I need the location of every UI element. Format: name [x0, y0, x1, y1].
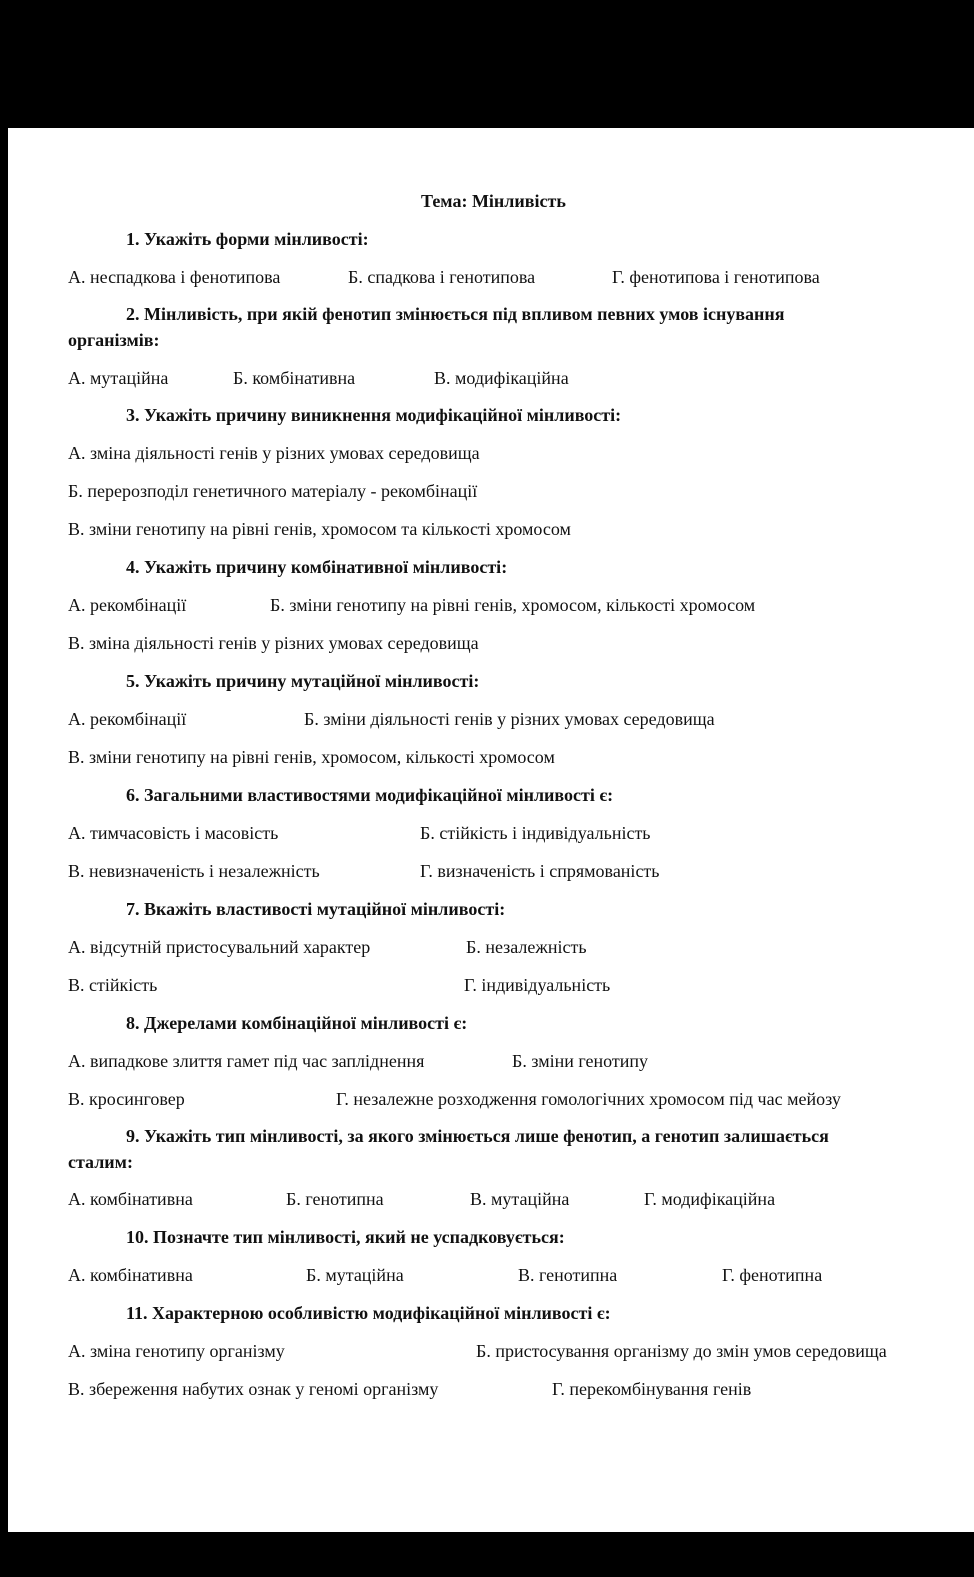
q8-option-a: А. випадкове злиття гамет під час запліднення [68, 1051, 425, 1071]
q8-option-v: В. кросинговер [68, 1089, 185, 1109]
q4-option-a: А. рекомбінації [68, 595, 187, 615]
q11-option-v: В. збереження набутих ознак у геномі організму [68, 1379, 439, 1399]
q1-option-a: А. неспадкова і фенотипова [68, 267, 281, 287]
q10-option-v: В. генотипна [518, 1265, 618, 1285]
question-9-cont: сталим: [68, 1152, 133, 1172]
q7-option-g: Г. індивідуальність [464, 975, 611, 995]
q5-option-b: Б. зміни діяльності генів у різних умовах середовища [304, 709, 715, 729]
q8-option-g: Г. незалежне розходження гомологічних хромосом під час мейозу [336, 1089, 841, 1109]
q2-option-b: Б. комбінативна [233, 368, 356, 388]
q6-option-b: Б. стійкість і індивідуальність [420, 823, 651, 843]
q5-option-a: А. рекомбінації [68, 709, 187, 729]
q9-option-g: Г. модифікаційна [644, 1189, 776, 1209]
q6-option-v: В. невизначеність і незалежність [68, 861, 320, 881]
q4-option-b: Б. зміни генотипу на рівні генів, хромосом, кількості хромосом [270, 595, 756, 615]
q11-option-g: Г. перекомбінування генів [552, 1379, 752, 1399]
question-1: 1. Укажіть форми мінливості: [126, 229, 369, 249]
q3-option-b: Б. перерозподіл генетичного матеріалу - рекомбінації [68, 481, 478, 501]
page-title: Тема: Мінливість [421, 191, 566, 211]
q8-option-b: Б. зміни генотипу [512, 1051, 649, 1071]
question-4: 4. Укажіть причину комбінативної мінливості: [126, 557, 508, 577]
question-6: 6. Загальними властивостями модифікаційної мінливості є: [126, 785, 614, 805]
question-10: 10. Позначте тип мінливості, який не успадковується: [126, 1227, 565, 1247]
document-page [8, 128, 974, 1532]
q9-option-v: В. мутаційна [470, 1189, 570, 1209]
q3-option-a: А. зміна діяльності генів у різних умовах середовища [68, 443, 480, 463]
q10-option-a: А. комбінативна [68, 1265, 193, 1285]
q1-option-b: Б. спадкова і генотипова [348, 267, 536, 287]
question-5: 5. Укажіть причину мутаційної мінливості: [126, 671, 480, 691]
q7-option-a: А. відсутній пристосувальний характер [68, 937, 371, 957]
question-8: 8. Джерелами комбінаційної мінливості є: [126, 1013, 468, 1033]
question-7: 7. Вкажіть властивості мутаційної мінливості: [126, 899, 506, 919]
q1-option-g: Г. фенотипова і генотипова [612, 267, 820, 287]
q10-option-g: Г. фенотипна [722, 1265, 823, 1285]
question-11: 11. Характерною особливістю модифікаційної мінливості є: [126, 1303, 611, 1323]
question-2: 2. Мінливість, при якій фенотип змінюється під впливом певних умов існування [126, 304, 785, 324]
q2-option-v: В. модифікаційна [434, 368, 569, 388]
q10-option-b: Б. мутаційна [306, 1265, 404, 1285]
q11-option-a: А. зміна генотипу організму [68, 1341, 285, 1361]
q6-option-a: А. тимчасовість і масовість [68, 823, 279, 843]
q2-option-a: А. мутаційна [68, 368, 169, 388]
q3-option-v: В. зміни генотипу на рівні генів, хромосом та кількості хромосом [68, 519, 571, 539]
q4-option-v: В. зміна діяльності генів у різних умовах середовища [68, 633, 479, 653]
q7-option-b: Б. незалежність [466, 937, 587, 957]
question-9: 9. Укажіть тип мінливості, за якого змінюється лише фенотип, а генотип залишається [126, 1126, 829, 1146]
q9-option-a: А. комбінативна [68, 1189, 193, 1209]
question-2-cont: організмів: [68, 330, 160, 350]
q11-option-b: Б. пристосування організму до змін умов середовища [476, 1341, 887, 1361]
q9-option-b: Б. генотипна [286, 1189, 384, 1209]
question-3: 3. Укажіть причину виникнення модифікаційної мінливості: [126, 405, 622, 425]
q5-option-v: В. зміни генотипу на рівні генів, хромосом, кількості хромосом [68, 747, 555, 767]
q6-option-g: Г. визначеність і спрямованість [420, 861, 660, 881]
q7-option-v: В. стійкість [68, 975, 158, 995]
